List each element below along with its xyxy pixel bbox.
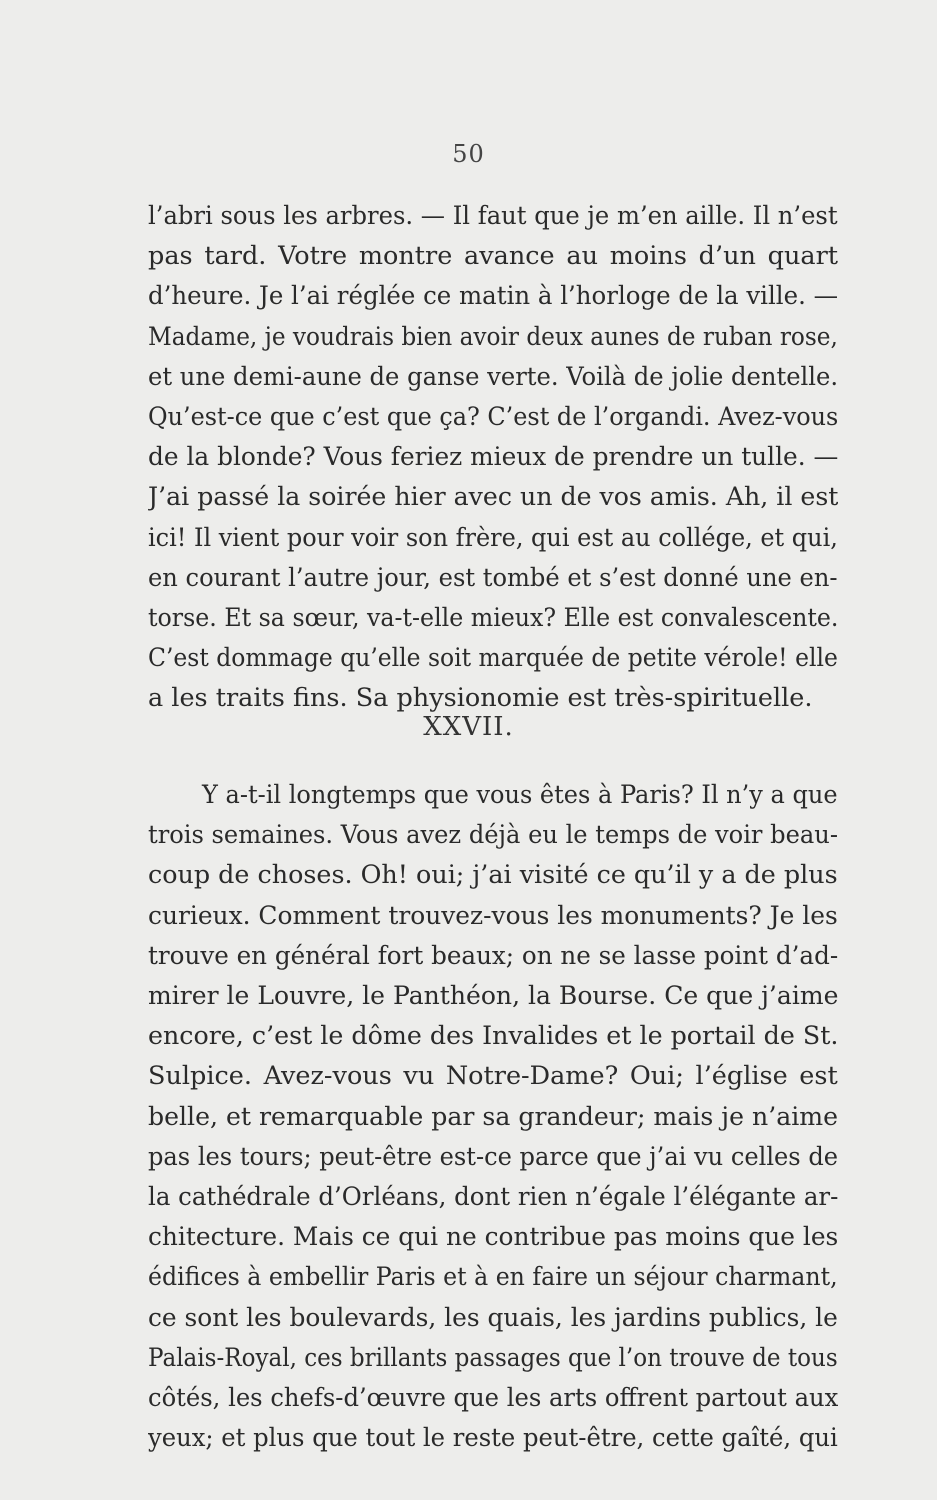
- text-line: curieux. Comment trouvez-vous les monuments? Je les: [148, 900, 838, 931]
- page-number: 50: [452, 140, 485, 168]
- text-line: côtés, les chefs-d’œuvre que les arts offrent partout aux: [148, 1383, 838, 1414]
- text-line: pas les tours; peut-être est-ce parce que j’ai vu celles de: [148, 1141, 838, 1172]
- text-line: J’ai passé la soirée hier avec un de vos amis. Ah, il est: [148, 482, 838, 513]
- text-line: Madame, je voudrais bien avoir deux aunes de ruban rose,: [148, 321, 838, 352]
- text-line: a les traits fins. Sa physionomie est très-spirituelle.: [148, 683, 813, 714]
- text-line: trouve en général fort beaux; on ne se lasse point d’ad-: [148, 940, 838, 971]
- section-heading: XXVII.: [423, 712, 514, 742]
- text-line: yeux; et plus que tout le reste peut-être, cette gaîté, qui: [148, 1423, 838, 1454]
- paragraph-2: [148, 775, 838, 1458]
- text-line: et une demi-aune de ganse verte. Voilà de jolie dentelle.: [148, 361, 838, 392]
- text-line: mirer le Louvre, le Panthéon, la Bourse. Ce que j’aime: [148, 981, 838, 1012]
- text-line: ici! Il vient pour voir son frère, qui est au collége, et qui,: [148, 522, 838, 553]
- text-line: ce sont les boulevards, les quais, les jardins publics, le: [148, 1302, 838, 1333]
- text-line: en courant l’autre jour, est tombé et s’est donné une en-: [148, 562, 838, 593]
- text-line: belle, et remarquable par sa grandeur; mais je n’aime: [148, 1101, 838, 1132]
- text-line: d’heure. Je l’ai réglée ce matin à l’horloge de la ville. —: [148, 281, 838, 312]
- text-line: de la blonde? Vous feriez mieux de prendre un tulle. —: [148, 442, 838, 473]
- text-line: la cathédrale d’Orléans, dont rien n’égale l’élégante ar-: [148, 1182, 838, 1213]
- paragraph-1: [148, 196, 838, 719]
- text-line: torse. Et sa sœur, va-t-elle mieux? Elle est convalescente.: [148, 603, 838, 634]
- text-line: édifices à embellir Paris et à en faire un séjour charmant,: [148, 1262, 838, 1293]
- text-line: coup de choses. Oh! oui; j’ai visité ce qu’il y a de plus: [148, 860, 838, 891]
- text-line: C’est dommage qu’elle soit marquée de petite vérole! elle: [148, 643, 838, 674]
- text-line: chitecture. Mais ce qui ne contribue pas moins que les: [148, 1222, 838, 1253]
- text-line: Palais-Royal, ces brillants passages que l’on trouve de tous: [148, 1342, 838, 1373]
- text-line: trois semaines. Vous avez déjà eu le temps de voir beau-: [148, 820, 838, 851]
- text-line: encore, c’est le dôme des Invalides et le portail de St.: [148, 1021, 838, 1052]
- text-line: Y a-t-il longtemps que vous êtes à Paris? Il n’y a que: [202, 780, 838, 810]
- text-line: pas tard. Votre montre avance au moins d’un quart: [148, 241, 838, 272]
- text-line: l’abri sous les arbres. — Il faut que je m’en aille. Il n’est: [148, 201, 838, 231]
- text-line: Sulpice. Avez-vous vu Notre-Dame? Oui; l’église est: [148, 1061, 838, 1092]
- text-line: Qu’est-ce que c’est que ça? C’est de l’organdi. Avez-vous: [148, 402, 838, 433]
